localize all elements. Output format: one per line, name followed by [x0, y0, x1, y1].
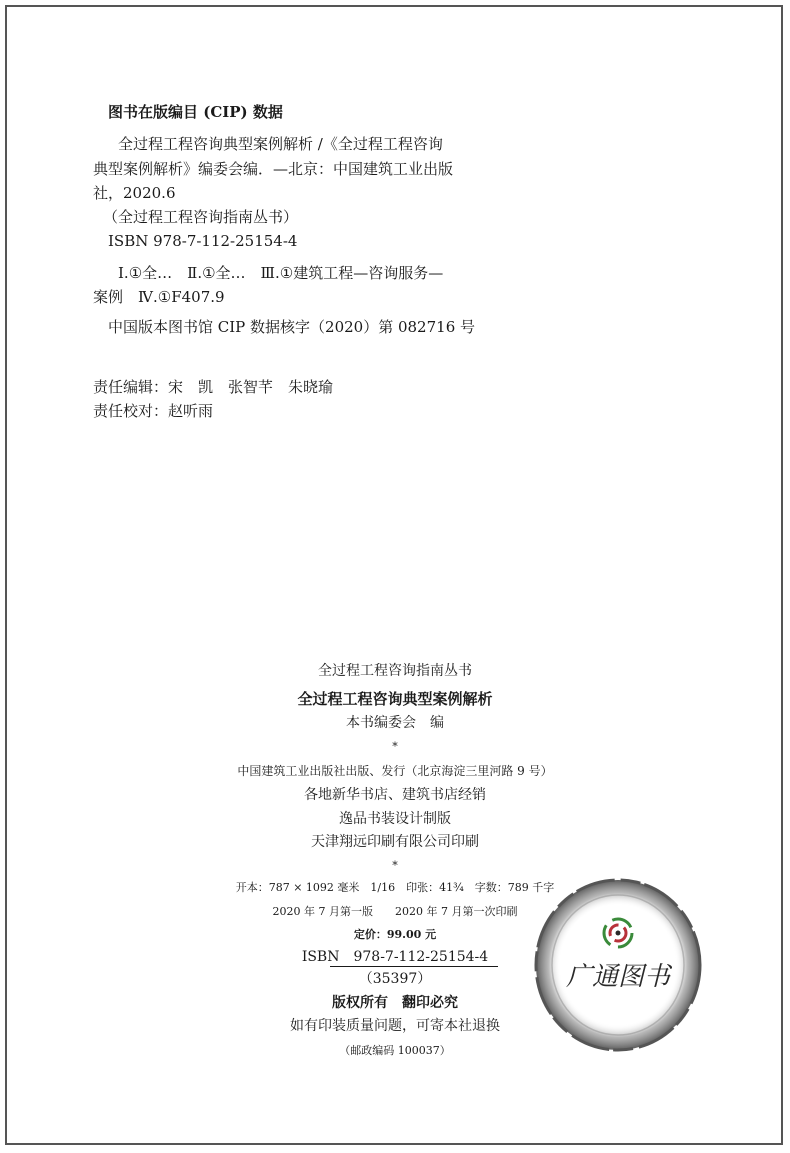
cip-classification-line: 案例 Ⅳ.①F407.9: [93, 288, 225, 306]
isbn-line: ISBN 978-7-112-25154-4: [301, 949, 489, 965]
rights-line: 版权所有 翻印必究: [332, 995, 458, 1011]
distributor-line: 各地新华书店、建筑书店经销: [304, 787, 486, 803]
responsible-proofreader: 责任校对：赵听雨: [93, 402, 214, 420]
cip-data-block: [0, 0, 790, 430]
isbn-underline: [330, 966, 498, 967]
cip-record-number: 中国版本图书馆 CIP 数据核字（2020）第 082716 号: [108, 318, 476, 336]
seal-graphic: [530, 875, 705, 1055]
return-notice: 如有印装质量问题，可寄本社退换: [290, 1018, 500, 1034]
publisher-seal-stamp: [530, 875, 705, 1055]
book-author: 本书编委会 编: [346, 715, 444, 731]
cip-classification-line: Ⅰ.①全… Ⅱ.①全… Ⅲ.①建筑工程—咨询服务—: [118, 264, 444, 282]
separator-star: *: [392, 859, 398, 872]
series-name: 全过程工程咨询指南丛书: [318, 663, 472, 679]
designer-line: 逸品书装设计制版: [339, 811, 451, 827]
postcode-line: （邮政编码 100037）: [339, 1044, 451, 1057]
responsible-editors: 责任编辑：宋 凯 张智芊 朱晓瑜: [93, 378, 334, 396]
cip-heading: 图书在版编目 (CIP) 数据: [108, 103, 283, 121]
price-line: 定价：99.00 元: [353, 928, 437, 941]
publisher-line: 中国建筑工业出版社出版、发行（北京海淀三里河路 9 号）: [237, 764, 553, 778]
cip-line: 社，2020.6: [93, 184, 176, 202]
format-line: 开本：787 × 1092 毫米 1/16 印张：41¾ 字数：789 千字: [235, 881, 555, 894]
cip-line: 典型案例解析》编委会编．—北京：中国建筑工业出版: [93, 160, 454, 178]
cip-series-line: （全过程工程咨询指南丛书）: [103, 208, 299, 226]
book-code: （35397）: [358, 971, 432, 987]
edition-line: 2020 年 7 月第一版 2020 年 7 月第一次印刷: [272, 905, 518, 918]
cip-line: 全过程工程咨询典型案例解析 /《全过程工程咨询: [118, 135, 443, 153]
cip-isbn-line: ISBN 978-7-112-25154-4: [108, 232, 298, 250]
book-title: 全过程工程咨询典型案例解析: [297, 690, 493, 708]
printer-line: 天津翔远印刷有限公司印刷: [311, 834, 479, 850]
seal-text: 广通图书: [565, 962, 671, 992]
separator-star: *: [392, 740, 398, 753]
